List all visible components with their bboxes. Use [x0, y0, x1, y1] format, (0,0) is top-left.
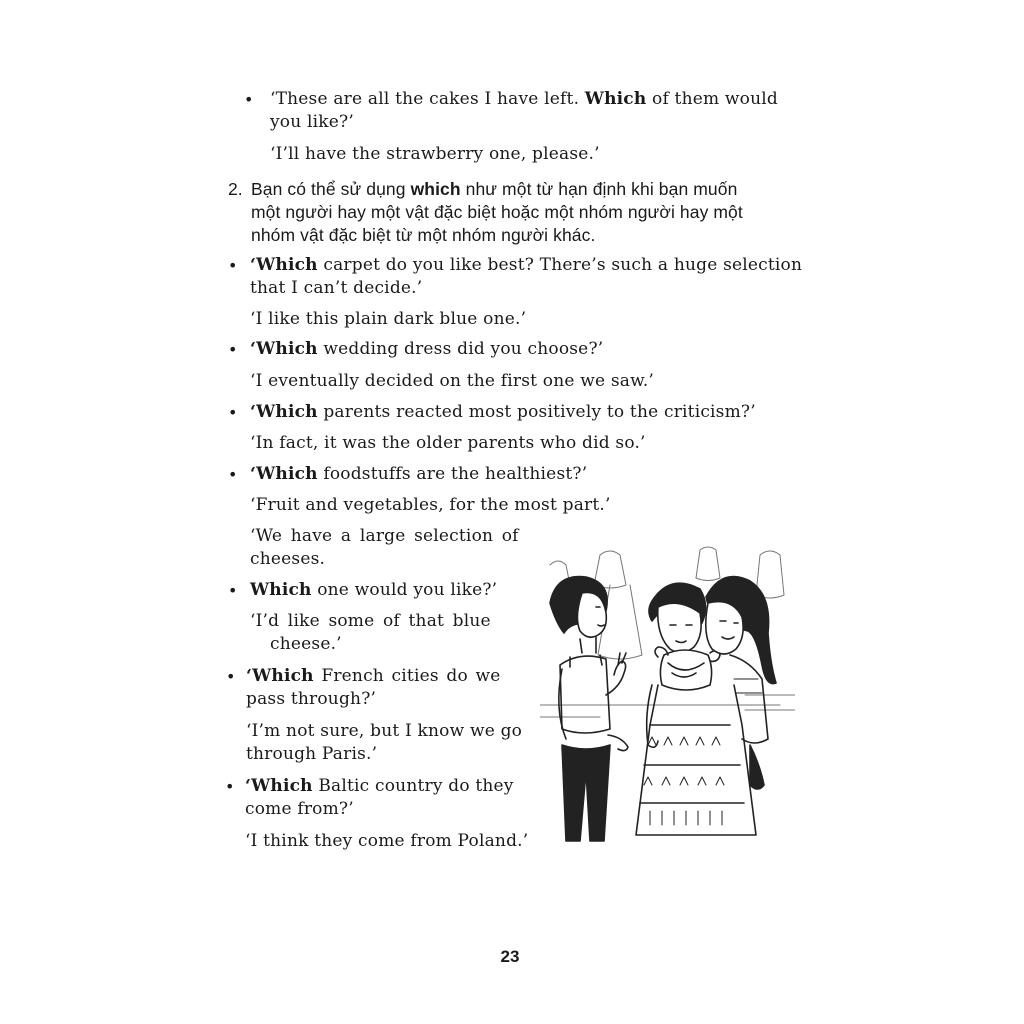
question-text: carpet do you like best? There’s such a huge selection [317, 255, 803, 275]
example-question [250, 463, 587, 486]
example-question [250, 338, 603, 361]
example-answer: ‘I’d like some of that blue [250, 611, 491, 631]
bullet: • [228, 340, 238, 359]
example-answer: ‘I like this plain dark blue one.’ [250, 309, 527, 329]
bullet: • [228, 581, 238, 600]
keyword-which: ‘Which [246, 666, 314, 686]
section-text [251, 178, 737, 201]
example-answer-cont: cheese.’ [270, 634, 342, 654]
example-context: ‘We have a large selection of [250, 526, 519, 546]
example-question-cont: that I can’t decide.’ [250, 278, 423, 298]
keyword-which: ‘Which [250, 464, 318, 484]
example-question-cont: pass through?’ [246, 689, 377, 709]
question-text: of them would [646, 89, 778, 109]
example-answer-cont: through Paris.’ [246, 744, 378, 764]
example-question [250, 579, 497, 602]
keyword-which: which [410, 179, 461, 199]
example-question [270, 88, 778, 111]
girl-left [550, 577, 628, 841]
illustration-girls-dress [540, 545, 795, 845]
example-question [250, 254, 802, 277]
example-question-cont: you like?’ [270, 112, 354, 132]
question-text: one would you like?’ [311, 580, 498, 600]
question-text: ‘These are all the cakes I have left. [270, 89, 585, 109]
section-text: một người hay một vật đặc biệt hoặc một nhóm người hay một [251, 202, 743, 222]
bullet: • [228, 256, 238, 275]
girl-right [706, 577, 776, 789]
example-question-cont: come from?’ [245, 799, 354, 819]
question-text: French cities do we [313, 666, 501, 686]
keyword-which: ‘Which [250, 339, 318, 359]
example-answer: ‘Fruit and vegetables, for the most part.’ [250, 495, 611, 515]
bullet: • [228, 403, 238, 422]
question-text: foodstuffs are the healthiest?’ [317, 464, 588, 484]
keyword-which: ‘Which [250, 255, 318, 275]
bullet: • [228, 465, 238, 484]
page-number: 23 [500, 947, 520, 966]
example-answer: ‘I’ll have the strawberry one, please.’ [270, 144, 600, 164]
question-text: Baltic country do they [312, 776, 514, 796]
example-answer: ‘I’m not sure, but I know we go [246, 721, 523, 741]
question-text: wedding dress did you choose?’ [317, 339, 604, 359]
keyword-which: ‘Which [250, 402, 318, 422]
example-question [250, 401, 756, 424]
keyword-which: ‘Which [245, 776, 313, 796]
section-text-part: Bạn có thể sử dụng [251, 179, 411, 199]
question-text: parents reacted most positively to the criticism?’ [317, 402, 756, 422]
bullet: • [225, 777, 235, 796]
example-answer: ‘In fact, it was the older parents who did so.’ [250, 433, 646, 453]
keyword-which: Which [250, 580, 312, 600]
keyword-which: Which [584, 89, 647, 109]
section-number: 2. [228, 179, 243, 199]
example-answer: ‘I eventually decided on the first one we saw.’ [250, 371, 655, 391]
bullet: • [226, 667, 236, 686]
example-context: cheeses. [250, 549, 326, 569]
example-answer: ‘I think they come from Poland.’ [245, 831, 529, 851]
section-text: nhóm vật đặc biệt từ một nhóm người khác. [251, 225, 596, 245]
bullet: • [244, 90, 254, 109]
example-question [246, 665, 501, 688]
section-text-part: như một từ hạn định khi bạn muốn [460, 179, 738, 199]
example-question [245, 775, 514, 798]
